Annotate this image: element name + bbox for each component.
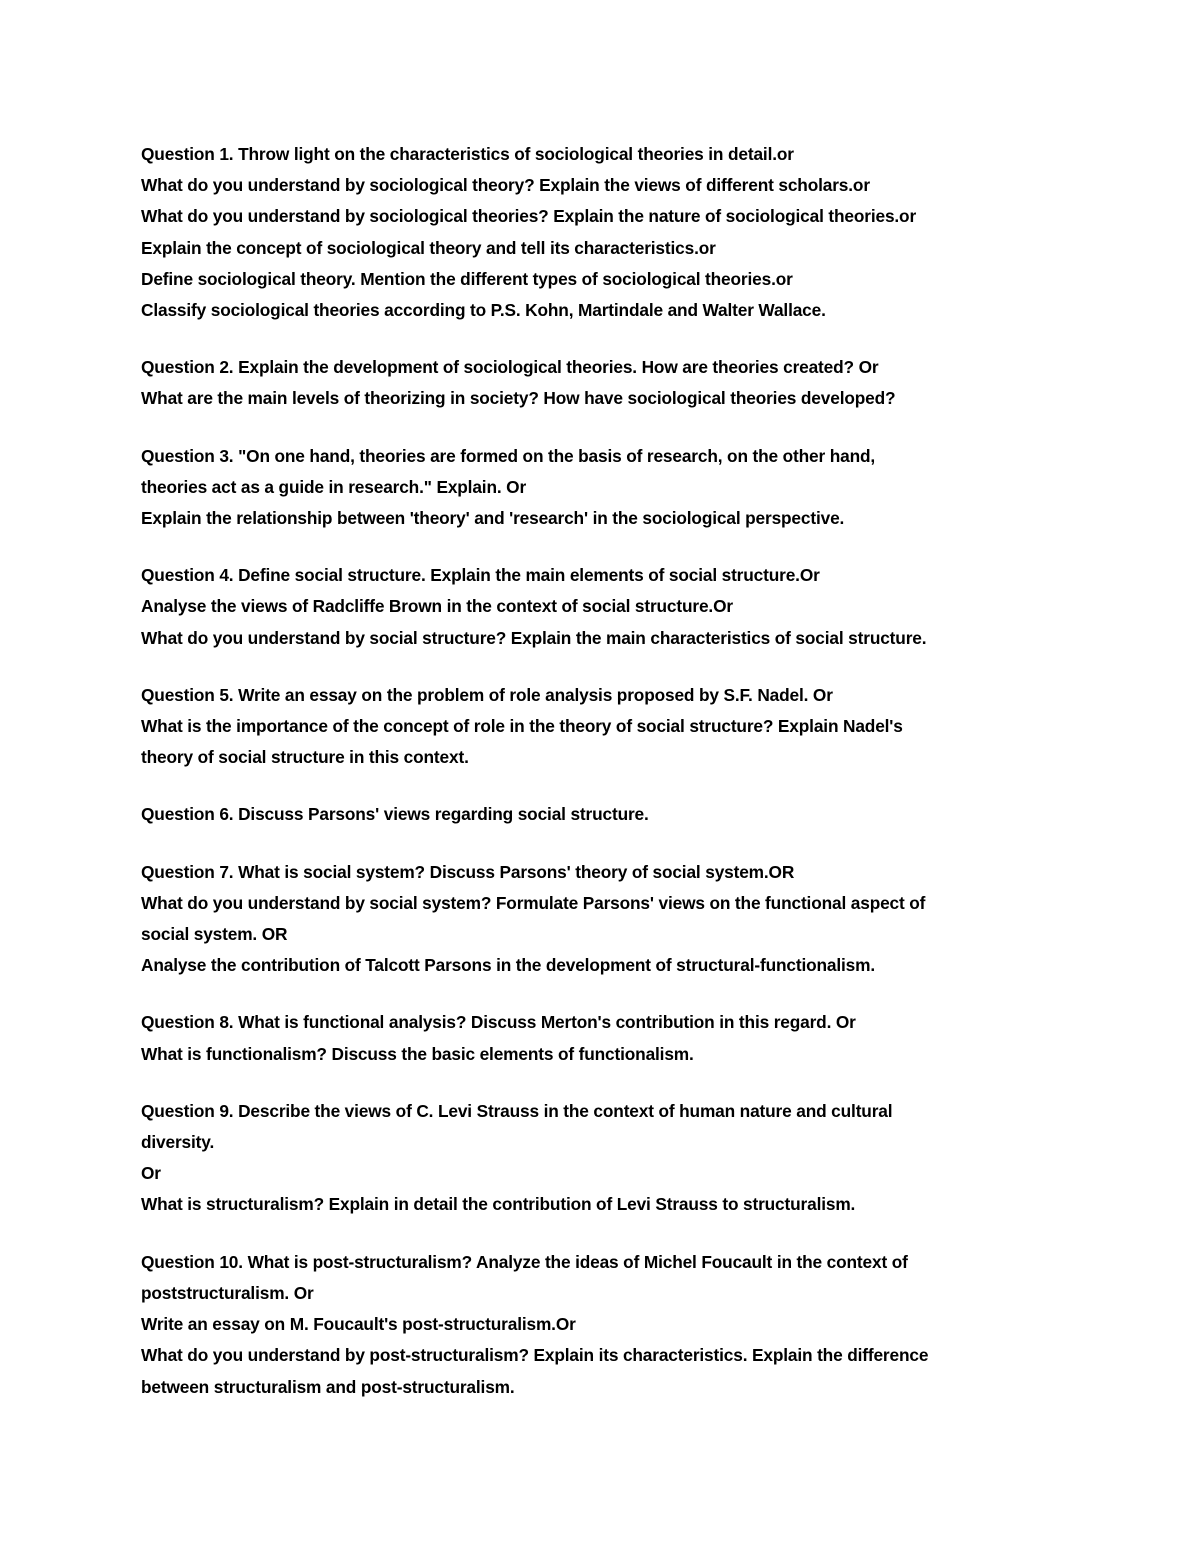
question-line: Classify sociological theories according to P.S. Kohn, Martindale and Walter Wallace. (141, 300, 826, 321)
question-line: What is the importance of the concept of role in the theory of social structure? Explain Nadel's (141, 716, 903, 737)
question-9 (141, 1096, 1081, 1221)
question-line: Question 2. Explain the development of sociological theories. How are theories created? Or (141, 357, 879, 378)
question-line: Question 9. Describe the views of C. Levi Strauss in the context of human nature and cultural (141, 1100, 893, 1121)
question-line: theory of social structure in this context. (141, 747, 469, 768)
question-4 (141, 560, 1081, 654)
question-8 (141, 1007, 1081, 1069)
question-line: What do you understand by sociological theory? Explain the views of different scholars.or (141, 175, 870, 196)
question-line: Question 4. Define social structure. Explain the main elements of social structure.Or (141, 565, 820, 586)
question-line: Define sociological theory. Mention the different types of sociological theories.or (141, 268, 793, 289)
question-line: Question 3. "On one hand, theories are formed on the basis of research, on the other hand, (141, 445, 876, 466)
question-line: poststructuralism. Or (141, 1282, 314, 1303)
question-line: Question 7. What is social system? Discuss Parsons' theory of social system.OR (141, 861, 795, 882)
question-line: Explain the relationship between 'theory' and 'research' in the sociological perspective. (141, 508, 845, 529)
question-line: theories act as a guide in research." Explain. Or (141, 476, 527, 497)
question-line: What do you understand by social system? Formulate Parsons' views on the functional aspect of (141, 892, 926, 913)
question-line: Question 8. What is functional analysis? Discuss Merton's contribution in this regard. Or (141, 1012, 856, 1033)
question-line: Or (141, 1163, 161, 1184)
question-2 (141, 352, 1081, 414)
question-line: Explain the concept of sociological theory and tell its characteristics.or (141, 237, 716, 258)
question-6 (141, 799, 1081, 830)
question-line: between structuralism and post-structuralism. (141, 1376, 515, 1397)
question-7 (141, 857, 1081, 982)
question-line: What is functionalism? Discuss the basic elements of functionalism. (141, 1043, 694, 1064)
question-line: What do you understand by post-structuralism? Explain its characteristics. Explain the difference (141, 1345, 929, 1366)
question-line: Question 10. What is post-structuralism? Analyze the ideas of Michel Foucault in the context of (141, 1251, 908, 1272)
question-line: Question 6. Discuss Parsons' views regarding social structure. (141, 804, 649, 825)
question-line: What do you understand by social structure? Explain the main characteristics of social structure. (141, 627, 927, 648)
question-line: What are the main levels of theorizing in society? How have sociological theories developed? (141, 388, 896, 409)
question-5 (141, 680, 1081, 774)
question-line: social system. OR (141, 924, 288, 945)
question-1 (141, 139, 1081, 326)
question-10 (141, 1247, 1081, 1403)
question-line: Analyse the views of Radcliffe Brown in the context of social structure.Or (141, 596, 733, 617)
question-line: Question 5. Write an essay on the problem of role analysis proposed by S.F. Nadel. Or (141, 684, 833, 705)
question-3 (141, 441, 1081, 535)
question-line: What is structuralism? Explain in detail the contribution of Levi Strauss to structuralism. (141, 1194, 856, 1215)
question-line: Write an essay on M. Foucault's post-structuralism.Or (141, 1314, 576, 1335)
question-line: diversity. (141, 1132, 215, 1153)
question-list (141, 139, 1081, 1429)
question-line: Analyse the contribution of Talcott Parsons in the development of structural-functionalism. (141, 955, 876, 976)
question-line: What do you understand by sociological theories? Explain the nature of sociological theories.or (141, 206, 917, 227)
question-line: Question 1. Throw light on the characteristics of sociological theories in detail.or (141, 144, 794, 164)
